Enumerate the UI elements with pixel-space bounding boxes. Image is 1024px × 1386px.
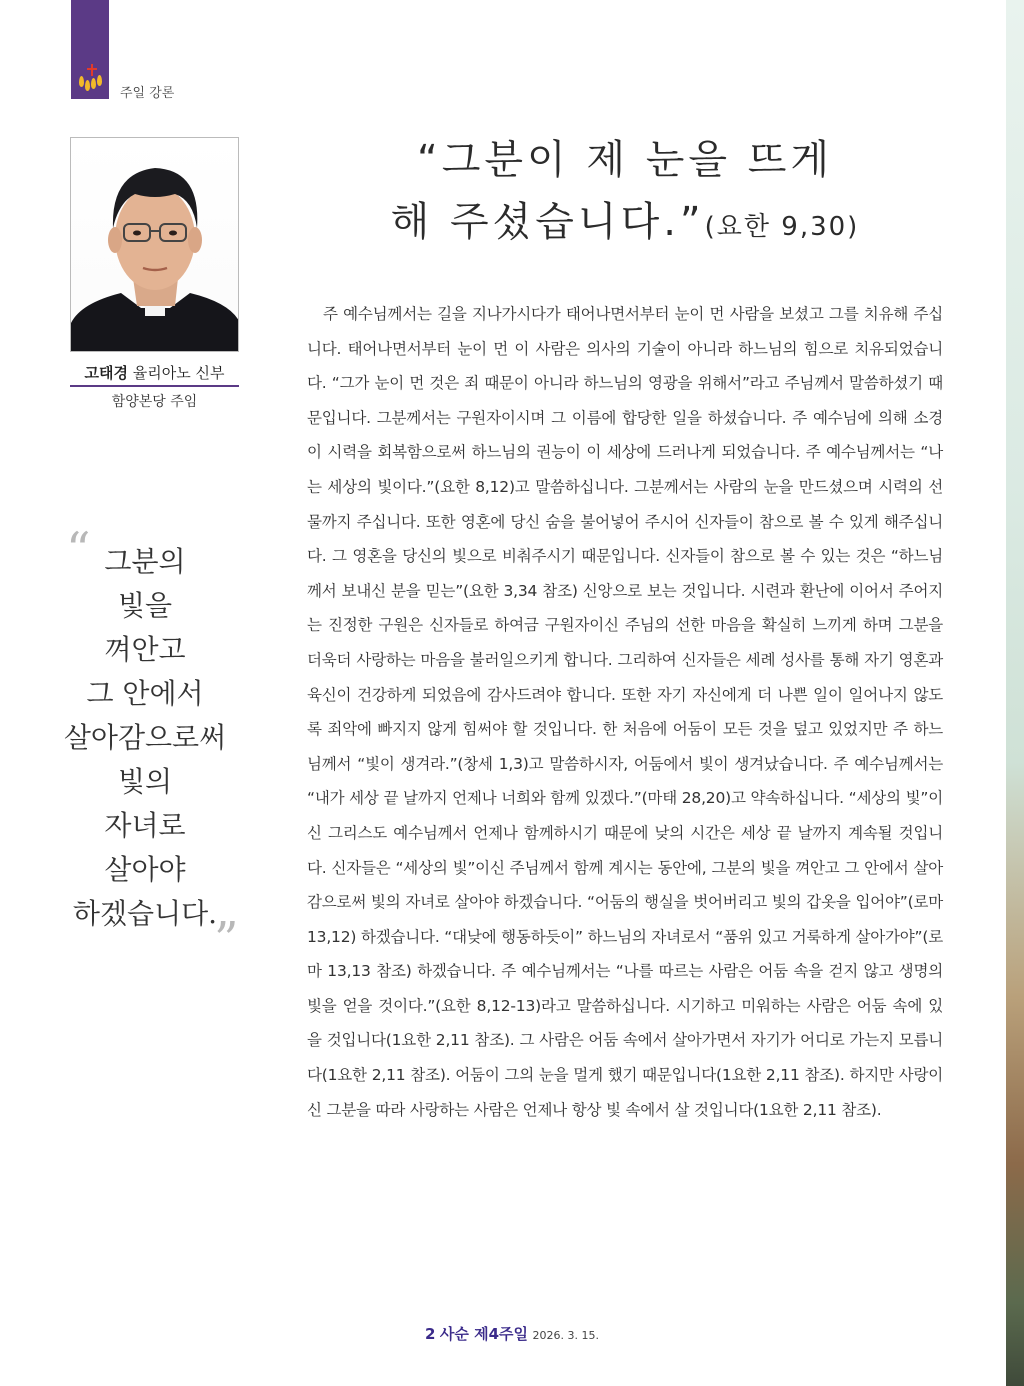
author-photo [70, 137, 239, 352]
page-footer [0, 1323, 1024, 1344]
scripture-reference: (요한 9,30) [704, 212, 860, 242]
homily-body: 주 예수님께서는 길을 지나가시다가 태어나면서부터 눈이 먼 사람을 보셨고 그를 치유해 주십니다. 태어나면서부터 눈이 먼 이 사람은 의사의 기술이 아니라 하느님의 힘으로 치유되었습니다. “그가 눈이 먼 것은 죄 때문이 아니라 하느님의 영광을 위해서”라고 주님께서 말씀하셨기 때문입니다. 그분께서는 구원자이시며 그 이름에 합당한 일을 하셨습니다. 주 예수님에 의해 소경이 시력을 회복함으로써 하느님의 권능이 이 세상에 드러나게 되었습니다. 주 예수님께서는 “나는 세상의 빛이다.”(요한 8,12)고 말씀하십니다. 그분께서는 사람의 눈을 만드셨으며 시력의 선물까지 주십니다. 또한 영혼에 당신 숨을 불어넣어 주시어 신자들이 참으로 볼 수 있게 해주십니다. 그 영혼을 당신의 빛으로 비춰주시기 때문입니다. 신자들이 참으로 볼 수 있는 것은 “하느님께서 보내신 분을 믿는”(요한 3,34 참조) 신앙으로 보는 것입니다. 시련과 환난에 이어서 주어지는 진정한 구원은 신자들로 하여금 구원자이신 주님의 선한 마음을 확실히 느끼게 하며 그분을 더욱더 사랑하는 마음을 불러일으키게 합니다. 그리하여 신자들은 세례 성사를 통해 자기 영혼과 육신이 건강하게 되었음에 감사드려야 합니다. 또한 자기 자신에게 더 나쁜 일이 일어나지 않도록 죄악에 빠지지 않게 힘써야 할 것입니다. 한 처음에 어둠이 모든 것을 덮고 있었지만 주 하느님께서 “빛이 생겨라.”(창세 1,3)고 말씀하시자, 어둠에서 빛이 생겨났습니다. 주 예수님께서는 “내가 세상 끝 날까지 언제나 너희와 함께 있겠다.”(마태 28,20)고 약속하십니다. “세상의 빛”이신 그리스도 예수님께서 언제나 함께하시기 때문에 낮의 시간은 세상 끝 날까지 계속될 것입니다. 신자들은 “세상의 빛”이신 주님께서 함께 계시는 동안에, 그분의 빛을 껴안고 그 안에서 살아감으로써 빛의 자녀로 살아야 하겠습니다. “어둠의 행실을 벗어버리고 빛의 갑옷을 입어야”(로마 13,12) 하겠습니다. “대낮에 행동하듯이” 하느님의 자녀로서 “품위 있고 거룩하게 살아가야”(로마 13,13 참조) 하겠습니다. 주 예수님께서는 “나를 따르는 사람은 어둠 속을 걷지 않고 생명의 빛을 얻을 것이다.”(요한 8,12-13)라고 말씀하십니다. 시기하고 미워하는 사람은 어둠 속에 있을 것입니다(1요한 2,11 참조). 그 사람은 어둠 속에서 살아가면서 자기가 어디로 가는지 모릅니다(1요한 2,11 참조). 어둠이 그의 눈을 멀게 했기 때문입니다(1요한 2,11 참조). 하지만 사랑이신 그분을 따라 사랑하는 사람은 언제나 항상 빛 속에서 살 것입니다(1요한 2,11 참조). [307, 305, 943, 1119]
title-line-2 [300, 194, 950, 255]
author-name [70, 362, 239, 383]
pull-quote-line: 살아감으로써 [63, 721, 227, 754]
pull-quote-line: 하겠습니다. [72, 897, 218, 930]
pull-quote-line: 그분의 [104, 545, 186, 578]
section-label: 주일 강론 [120, 86, 175, 101]
title-line-1: “그분이 제 눈을 뜨게 [417, 137, 833, 183]
pull-quote-line: 빛의 [117, 765, 173, 798]
author-baptismal-title: 율리아노 신부 [132, 364, 225, 382]
open-quote-icon: “ [66, 522, 91, 578]
liturgical-day: 사순 제4주일 [439, 1325, 529, 1343]
pull-quote-line: 빛을 [117, 589, 173, 622]
pull-quote-line: 살아야 [104, 853, 186, 886]
pull-quote-line: 껴안고 [104, 633, 186, 666]
title-line-2-text: 해 주셨습니다.” [390, 199, 705, 245]
author-position: 함양본당 주임 [111, 394, 198, 410]
author-divider [70, 385, 239, 387]
close-quote-icon: ” [214, 912, 239, 968]
pull-quote-line: 자녀로 [104, 809, 186, 842]
homily-title [300, 132, 950, 255]
issue-date: 2026. 3. 15. [532, 1329, 599, 1342]
scenery-strip [1006, 0, 1024, 1386]
page-number: 2 [425, 1325, 436, 1343]
pull-quote [40, 540, 250, 936]
section-tab [71, 0, 109, 99]
candle-flames-icon [77, 74, 105, 94]
author-surname: 고태경 [84, 364, 128, 382]
pull-quote-line: 그 안에서 [86, 677, 204, 710]
